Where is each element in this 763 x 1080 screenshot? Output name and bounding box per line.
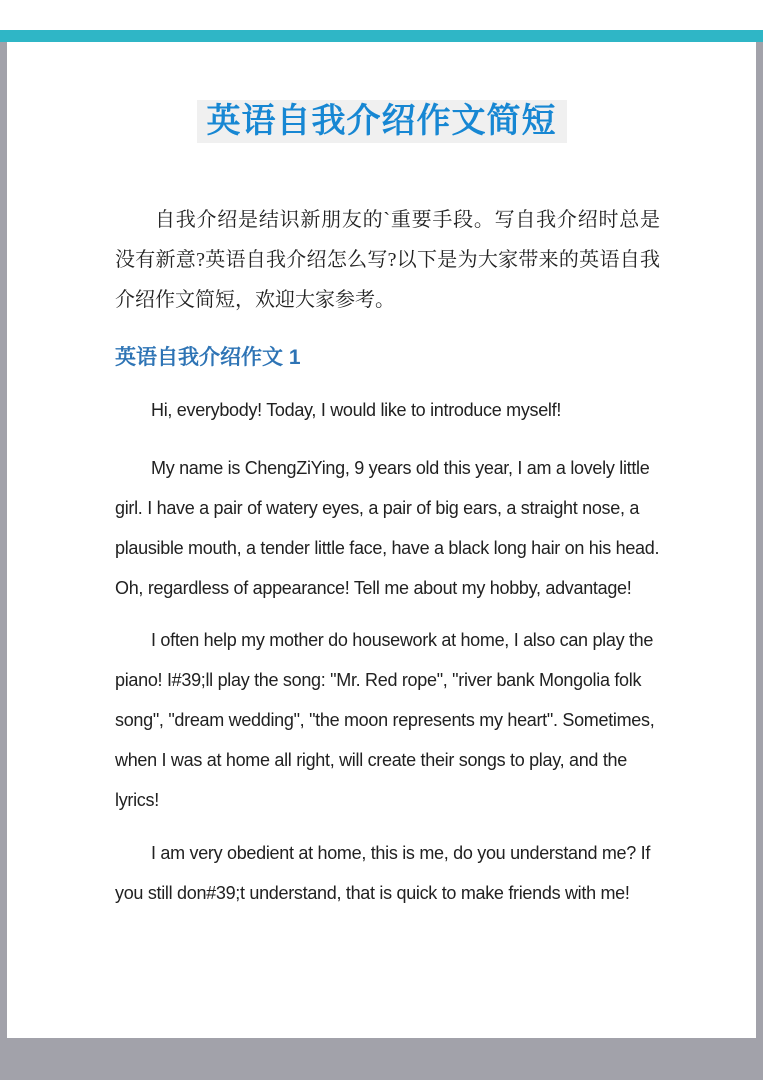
essay-paragraph-2: My name is ChengZiYing, 9 years old this year, I am a lovely little girl. I have a pair of watery eyes, a pair of big ears, a straight nose, a plausible mouth, a tender little face, have a black long hair on his head. Oh, regardless of appearance! Tell me about my hobby, advantage!	[115, 458, 660, 598]
section-heading-essay-1: 英语自我介绍作文 1	[115, 346, 301, 369]
page-title: 英语自我介绍作文简短	[197, 100, 567, 143]
document-backdrop	[0, 42, 763, 1080]
intro-paragraph-cn: 自我介绍是结识新朋友的`重要手段。写自我介绍时总是没有新意?英语自我介绍怎么写?以下是为大家带来的英语自我介绍作文简短，欢迎大家参考。	[115, 209, 660, 311]
title-row	[7, 100, 756, 143]
site-header-bar	[0, 30, 763, 42]
essay-paragraph-1: Hi, everybody! Today, I would like to introduce myself!	[151, 400, 562, 420]
essay-paragraph-3: I often help my mother do housework at home, I also can play the piano! I#39;ll play the song: "Mr. Red rope", "river bank Mongolia folk song", "dream wedding", "the moon represents my heart". Sometimes, when I was at home all right, will create their songs to play, and the lyrics!	[115, 630, 655, 810]
document-content	[115, 200, 660, 913]
essay-paragraph-4: I am very obedient at home, this is me, do you understand me? If you still don#39;t understand, that is quick to make friends with me!	[115, 843, 651, 903]
document-page	[7, 42, 756, 1038]
